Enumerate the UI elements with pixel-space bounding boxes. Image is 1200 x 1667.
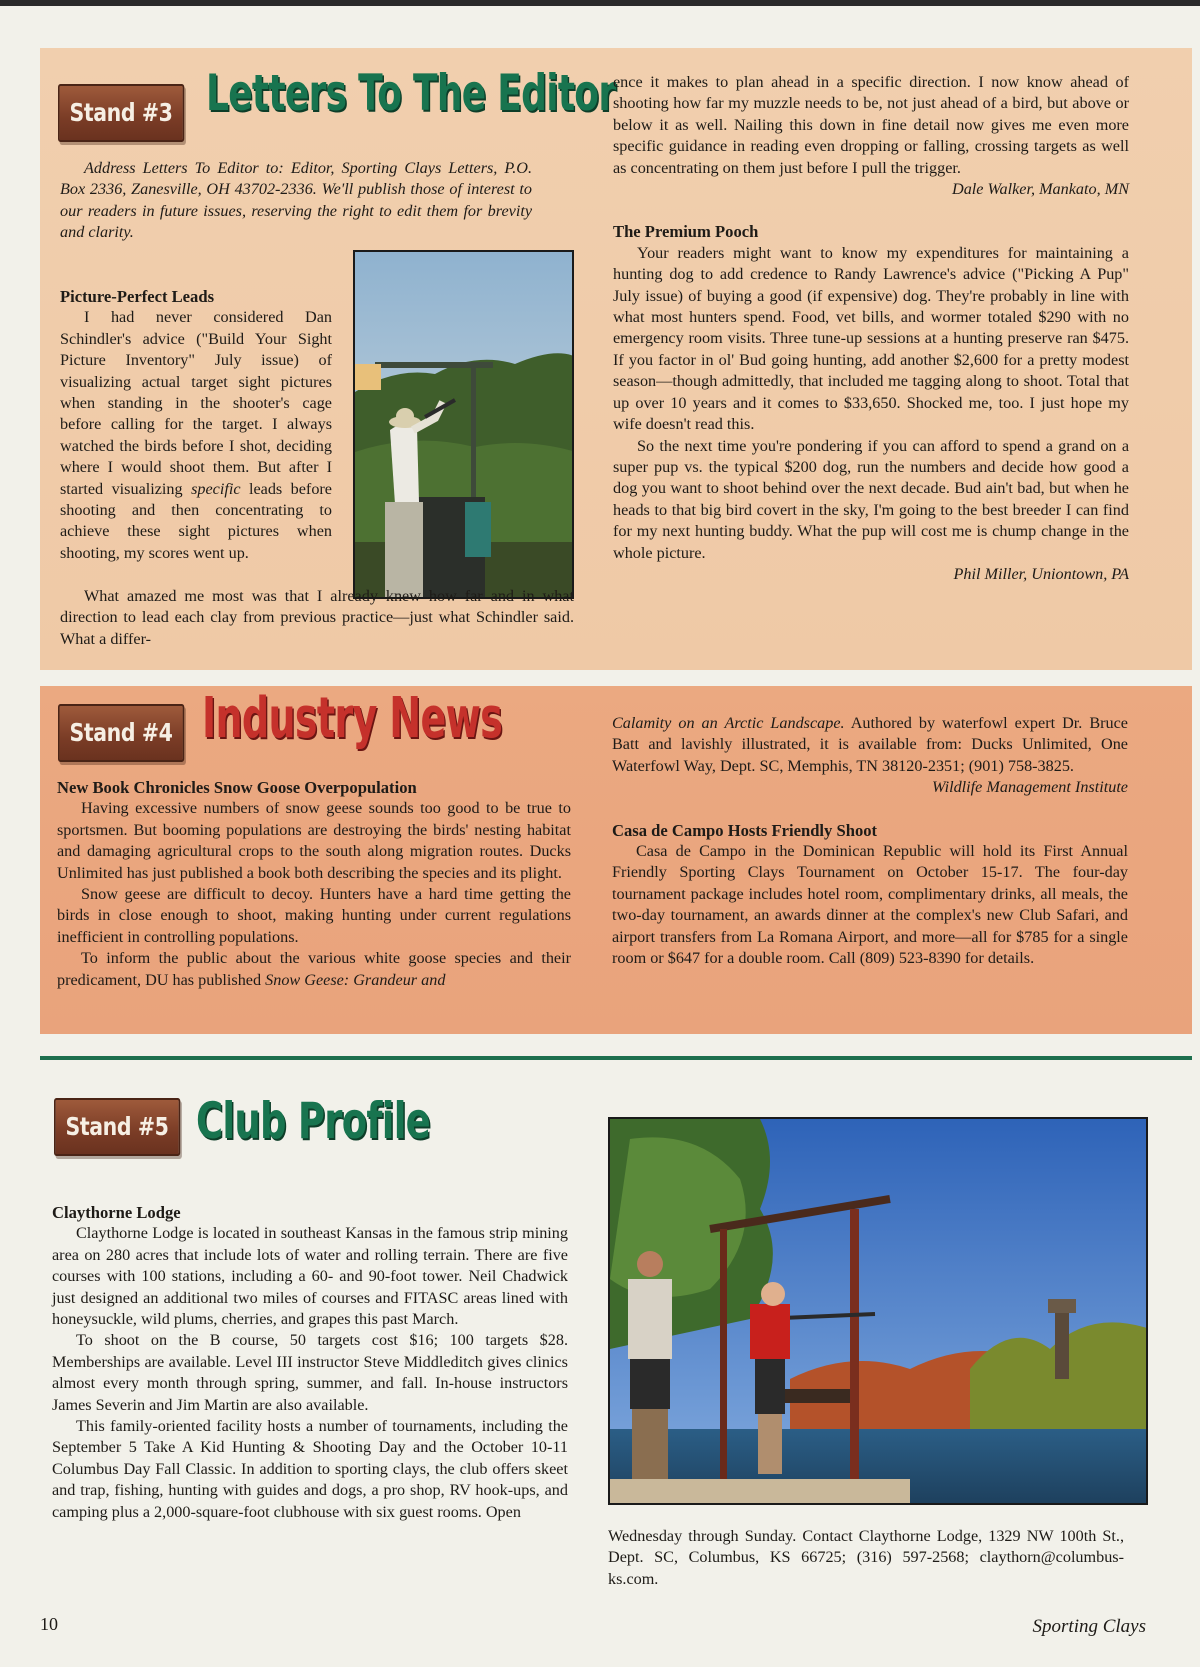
club-profile-heading: Claythorne Lodge [52,1203,181,1222]
stand-3-badge: Stand #3 [58,84,184,142]
letter1-continued: ence it makes to plan ahead in a specific direction. I now know ahead of shooting how far my muzzle needs to be, not just ahead of a bird, but above or below it as well. Nailing this down in fine detail now gives me even more specific guidance in reading even dropping or falling, crossing targets as well as concentrating on them just before I pull the trigger. [613,73,1129,177]
news-item1-heading: New Book Chronicles Snow Goose Overpopulation [57,778,417,797]
top-edge-bar [0,0,1200,6]
club-profile-paragraph-2: To shoot on the B course, 50 targets cost $16; 100 targets $28. Memberships are available. Level III instructor Steve Middleditch gives clinics almost every month through spring, summer, and fall. In-house instructors James Severin and Jim Martin are also available. [52,1331,568,1414]
industry-news-left-column [57,777,571,991]
club-profile-paragraph-3: This family-oriented facility hosts a number of tournaments, including the September 5 Take A Kid Hunting & Shooting Day and the October 10-11 Columbus Day Fall Classic. In addition to sporting clays, the club offers skeet and trap, fishing, hunting with guides and dogs, a pro shop, RV hook-ups, and camping plus a 2,000-square-foot clubhouse with six guest rooms. Open [52,1417,568,1521]
club-profile-continued: Wednesday through Sunday. Contact Claythorne Lodge, 1329 NW 100th St., Dept. SC, Columbus, KS 66725; (316) 597-2568; claythorn@columbus-ks.com. [608,1527,1124,1588]
letter1-signature: Dale Walker, Mankato, MN [952,180,1129,199]
letters-left-column [60,158,532,244]
trap-shooter-photo [353,250,574,599]
news-item1-book-title-cont: Calamity on an Arctic Landscape. [612,714,845,732]
letter1-p1-text-b: leads before shooting and then concentrating to achieve these sight pictures when shooting, my scores went up. [60,479,332,562]
page-number: 10 [40,1614,58,1634]
news-item1-paragraph-2: Snow geese are difficult to decoy. Hunters have a hard time getting the birds in close enough to shoot, making hunting under current regulations inefficient in controlling populations. [57,885,571,946]
stand-4-badge: Stand #4 [58,704,184,762]
letter2-paragraph-2: So the next time you're pondering if you can afford to spend a grand on a super pup vs. the typical $200 dog, run the numbers and decide how good a dog you want to shoot behind over the next decade. Bud ain't bad, but when he heads to that big bird covert in the sky, I'm going to the best breeder I can find for my next hunting buddy. What the pup will cost me is chump change in the whole picture. [613,436,1129,562]
letter2-signature: Phil Miller, Uniontown, PA [953,564,1129,583]
letters-right-column [613,72,1129,585]
club-profile-left-column [52,1202,568,1523]
news-item1-p3-text: To inform the public about the various white goose species and their predicament, DU has published [57,949,571,989]
letter1-p1-text-a: I had never considered Dan Schindler's advice ("Build Your Sight Picture Inventory" July issue) of visualizing actual target sight pictures when standing in the shooter's cage before calling for the target. I always watched the birds before I shot, deciding where I would shoot them. But after I started visualizing [60,308,332,498]
section-divider [40,1056,1192,1060]
trap-shooter-photo-graphic [355,252,574,599]
letter1-column-wrap [60,286,332,564]
letter1-paragraph-2: What amazed me most was that I already knew how far and in what direction to lead each clay from previous practice—just what Schindler said. What a differ- [60,587,574,648]
news-item1-book-title: Snow Geese: Grandeur and [265,970,446,989]
news-item1-cont-text: Authored by waterfowl expert Dr. Bruce Batt and lavishly illustrated, it is available from: Ducks Unlimited, One Waterfowl Way, Dept. SC, Memphis, TN 38120-2351; (901) 758-3825. [612,714,1128,775]
club-profile-right-column [608,1526,1124,1590]
club-profile-paragraph-1: Claythorne Lodge is located in southeast Kansas in the famous strip mining area on 280 acres that include lots of water and rolling terrain. There are five courses with 100 stations, including a 60- and 90-foot tower. Neil Chadwick just designed an additional two miles of courses and FITASC areas lined with honeysuckle, wild plums, cherries, and grapes this past March. [52,1224,568,1329]
club-profile-title: Club Profile [196,1092,431,1150]
letter2-paragraph-1: Your readers might want to know my expenditures for maintaining a hunting dog to add credence to Randy Lawrence's advice ("Picking A Pup" July issue) of buying a good (if expensive) dog. They're probably in line with what most hunters spend. Food, vet bills, and wormer totaled $290 with no emergency room visits. Three tune-up sessions at a hunting preserve ran $475. If you factor in ol' Bud going hunting, add another $2,600 for a pretty modest season—though admittedly, that included me tagging along to shoot. Total that up over 10 years and it comes to $33,650. Shocked me, too. I just hope my wife doesn't read this. [613,243,1129,434]
news-item1-continued [612,713,1128,777]
letter1-heading: Picture-Perfect Leads [60,287,215,306]
stand-5-badge: Stand #5 [54,1098,180,1156]
claythorne-lodge-photo [608,1117,1148,1505]
news-item2-paragraph-1: Casa de Campo in the Dominican Republic will hold its First Annual Friendly Sporting Clays Tournament on October 15-17. The four-day tournament package includes hotel room, complimentary drinks, all meals, the two-day tournament, an awards dinner at the complex's new Club Safari, and airport transfers from La Romana Airport, and more—all for $785 for a single room or $647 for a double room. Call (809) 523-8390 for details. [612,842,1128,968]
letter1-paragraph-1 [60,307,332,564]
industry-news-right-column [612,713,1128,969]
news-item2-heading: Casa de Campo Hosts Friendly Shoot [612,820,878,840]
magazine-name: Sporting Clays [1032,1616,1146,1637]
news-item1-paragraph-1: Having excessive numbers of snow geese sounds too good to be true to sportsmen. But booming populations are destroying the birds' nesting habitat and damaging agricultural crops to the south along migration routes. Ducks Unlimited has just published a book both describing the species and its plight. [57,799,571,882]
letters-intro: Address Letters To Editor to: Editor, Sporting Clays Letters, P.O. Box 2336, Zanesville, OH 43702-2336. We'll publish those of interest to our readers in future issues, reserving the right to edit them for brevity and clarity. [60,159,532,242]
letter1-p1-emphasis: specific [191,479,241,498]
letter1-bottom-wrap [60,586,574,650]
news-item1-source: Wildlife Management Institute [931,778,1128,797]
news-item1-paragraph-3 [57,948,571,991]
letter2-heading: The Premium Pooch [613,222,759,242]
claythorne-lodge-photo-graphic [610,1119,1148,1505]
industry-news-title: Industry News [202,686,503,751]
letters-to-editor-title: Letters To The Editor [206,64,616,122]
